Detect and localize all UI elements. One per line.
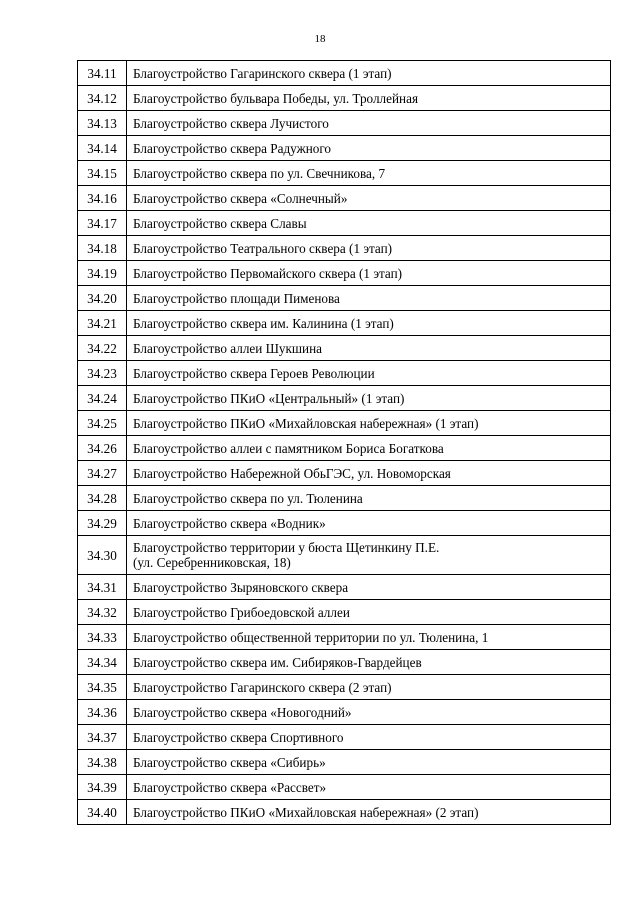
item-description-line: Благоустройство Первомайского сквера (1 этап) bbox=[133, 265, 403, 281]
item-description bbox=[127, 386, 611, 411]
item-description bbox=[127, 186, 611, 211]
table-body bbox=[78, 61, 611, 825]
item-description-line: Благоустройство сквера «Рассвет» bbox=[133, 779, 327, 795]
item-number: 34.36 bbox=[78, 700, 127, 725]
item-number: 34.39 bbox=[78, 775, 127, 800]
item-description bbox=[127, 136, 611, 161]
table-row bbox=[78, 575, 611, 600]
item-description-line: Благоустройство территории у бюста Щетинкину П.Е. bbox=[133, 540, 440, 555]
item-description-line: Благоустройство аллеи Шукшина bbox=[133, 340, 323, 356]
item-number: 34.13 bbox=[78, 111, 127, 136]
item-number: 34.27 bbox=[78, 461, 127, 486]
item-description bbox=[127, 411, 611, 436]
item-number: 34.40 bbox=[78, 800, 127, 825]
table-row bbox=[78, 436, 611, 461]
item-description-line: (ул. Серебренниковская, 18) bbox=[133, 555, 291, 570]
item-number: 34.33 bbox=[78, 625, 127, 650]
table-row bbox=[78, 600, 611, 625]
table-row bbox=[78, 286, 611, 311]
item-number: 34.12 bbox=[78, 86, 127, 111]
item-description bbox=[127, 111, 611, 136]
table-row bbox=[78, 311, 611, 336]
item-number: 34.21 bbox=[78, 311, 127, 336]
table-row bbox=[78, 775, 611, 800]
item-number: 34.30 bbox=[78, 536, 127, 575]
item-number: 34.38 bbox=[78, 750, 127, 775]
item-description bbox=[127, 486, 611, 511]
item-description-line: Благоустройство сквера «Солнечный» bbox=[133, 190, 348, 206]
table-row bbox=[78, 750, 611, 775]
item-description bbox=[127, 161, 611, 186]
item-number: 34.25 bbox=[78, 411, 127, 436]
item-description-line: Благоустройство Гагаринского сквера (1 этап) bbox=[133, 65, 392, 81]
item-description-line: Благоустройство Театрального сквера (1 этап) bbox=[133, 240, 393, 256]
item-number: 34.18 bbox=[78, 236, 127, 261]
item-description bbox=[127, 575, 611, 600]
item-description bbox=[127, 800, 611, 825]
item-description-line: Благоустройство сквера Радужного bbox=[133, 140, 332, 156]
item-number: 34.20 bbox=[78, 286, 127, 311]
item-description bbox=[127, 286, 611, 311]
item-description-line: Благоустройство сквера по ул. Тюленина bbox=[133, 490, 363, 506]
table-row bbox=[78, 61, 611, 86]
item-number: 34.28 bbox=[78, 486, 127, 511]
item-description bbox=[127, 536, 611, 575]
item-description bbox=[127, 625, 611, 650]
table-row bbox=[78, 675, 611, 700]
item-description-line: Благоустройство сквера Героев Революции bbox=[133, 365, 375, 381]
item-description-line: Благоустройство сквера по ул. Свечникова, 7 bbox=[133, 165, 386, 181]
item-description bbox=[127, 511, 611, 536]
table-row bbox=[78, 86, 611, 111]
item-description bbox=[127, 700, 611, 725]
table-row bbox=[78, 111, 611, 136]
table-row bbox=[78, 486, 611, 511]
item-description-line: Благоустройство сквера им. Калинина (1 этап) bbox=[133, 315, 394, 331]
item-description-line: Благоустройство аллеи с памятником Бориса Богаткова bbox=[133, 440, 444, 456]
item-description-line: Благоустройство сквера Лучистого bbox=[133, 115, 329, 131]
table-row bbox=[78, 136, 611, 161]
item-description bbox=[127, 750, 611, 775]
item-description bbox=[127, 650, 611, 675]
item-description bbox=[127, 436, 611, 461]
item-description-line: Благоустройство ПКиО «Михайловская набережная» (1 этап) bbox=[133, 415, 479, 431]
item-description-line: Благоустройство Зыряновского сквера bbox=[133, 579, 349, 595]
item-description-line: Благоустройство сквера «Сибирь» bbox=[133, 754, 326, 770]
item-description bbox=[127, 311, 611, 336]
table-row bbox=[78, 725, 611, 750]
item-description-line: Благоустройство Набережной ОбьГЭС, ул. Новоморская bbox=[133, 465, 451, 481]
item-description bbox=[127, 600, 611, 625]
item-number: 34.23 bbox=[78, 361, 127, 386]
table-row bbox=[78, 536, 611, 575]
item-description-line: Благоустройство сквера им. Сибиряков-Гвардейцев bbox=[133, 654, 422, 670]
table-row bbox=[78, 336, 611, 361]
table-row bbox=[78, 361, 611, 386]
item-description-line: Благоустройство сквера Спортивного bbox=[133, 729, 344, 745]
item-description bbox=[127, 86, 611, 111]
item-description-line: Благоустройство сквера «Новогодний» bbox=[133, 704, 352, 720]
item-number: 34.35 bbox=[78, 675, 127, 700]
item-description-line: Благоустройство площади Пименова bbox=[133, 290, 340, 306]
table-row bbox=[78, 386, 611, 411]
item-description bbox=[127, 211, 611, 236]
item-number: 34.34 bbox=[78, 650, 127, 675]
item-description-line: Благоустройство общественной территории по ул. Тюленина, 1 bbox=[133, 629, 489, 645]
item-number: 34.11 bbox=[78, 61, 127, 86]
improvement-items-table bbox=[77, 60, 611, 825]
item-description bbox=[127, 261, 611, 286]
item-description bbox=[127, 336, 611, 361]
item-description-line: Благоустройство Грибоедовской аллеи bbox=[133, 604, 350, 620]
item-number: 34.31 bbox=[78, 575, 127, 600]
item-description bbox=[127, 461, 611, 486]
item-description-line: Благоустройство бульвара Победы, ул. Троллейная bbox=[133, 90, 419, 106]
table-row bbox=[78, 461, 611, 486]
item-description bbox=[127, 725, 611, 750]
item-number: 34.26 bbox=[78, 436, 127, 461]
item-number: 34.19 bbox=[78, 261, 127, 286]
item-description bbox=[127, 61, 611, 86]
table-row bbox=[78, 161, 611, 186]
item-number: 34.24 bbox=[78, 386, 127, 411]
page-number: 18 bbox=[314, 33, 326, 45]
item-description bbox=[127, 675, 611, 700]
table-row bbox=[78, 411, 611, 436]
table-row bbox=[78, 800, 611, 825]
table-row bbox=[78, 625, 611, 650]
item-description bbox=[127, 236, 611, 261]
item-number: 34.32 bbox=[78, 600, 127, 625]
item-description-line: Благоустройство ПКиО «Центральный» (1 этап) bbox=[133, 390, 405, 406]
item-description-line: Благоустройство сквера «Водник» bbox=[133, 515, 326, 531]
table-row bbox=[78, 236, 611, 261]
item-description bbox=[127, 361, 611, 386]
table-row bbox=[78, 650, 611, 675]
table-row bbox=[78, 211, 611, 236]
item-description-line: Благоустройство Гагаринского сквера (2 этап) bbox=[133, 679, 392, 695]
item-number: 34.29 bbox=[78, 511, 127, 536]
table-row bbox=[78, 261, 611, 286]
item-number: 34.37 bbox=[78, 725, 127, 750]
item-description bbox=[127, 775, 611, 800]
item-description-line: Благоустройство ПКиО «Михайловская набережная» (2 этап) bbox=[133, 804, 479, 820]
item-description-line: Благоустройство сквера Славы bbox=[133, 215, 307, 231]
item-number: 34.22 bbox=[78, 336, 127, 361]
table-row bbox=[78, 511, 611, 536]
item-number: 34.16 bbox=[78, 186, 127, 211]
table-row bbox=[78, 700, 611, 725]
table-row bbox=[78, 186, 611, 211]
item-number: 34.15 bbox=[78, 161, 127, 186]
item-number: 34.17 bbox=[78, 211, 127, 236]
item-number: 34.14 bbox=[78, 136, 127, 161]
